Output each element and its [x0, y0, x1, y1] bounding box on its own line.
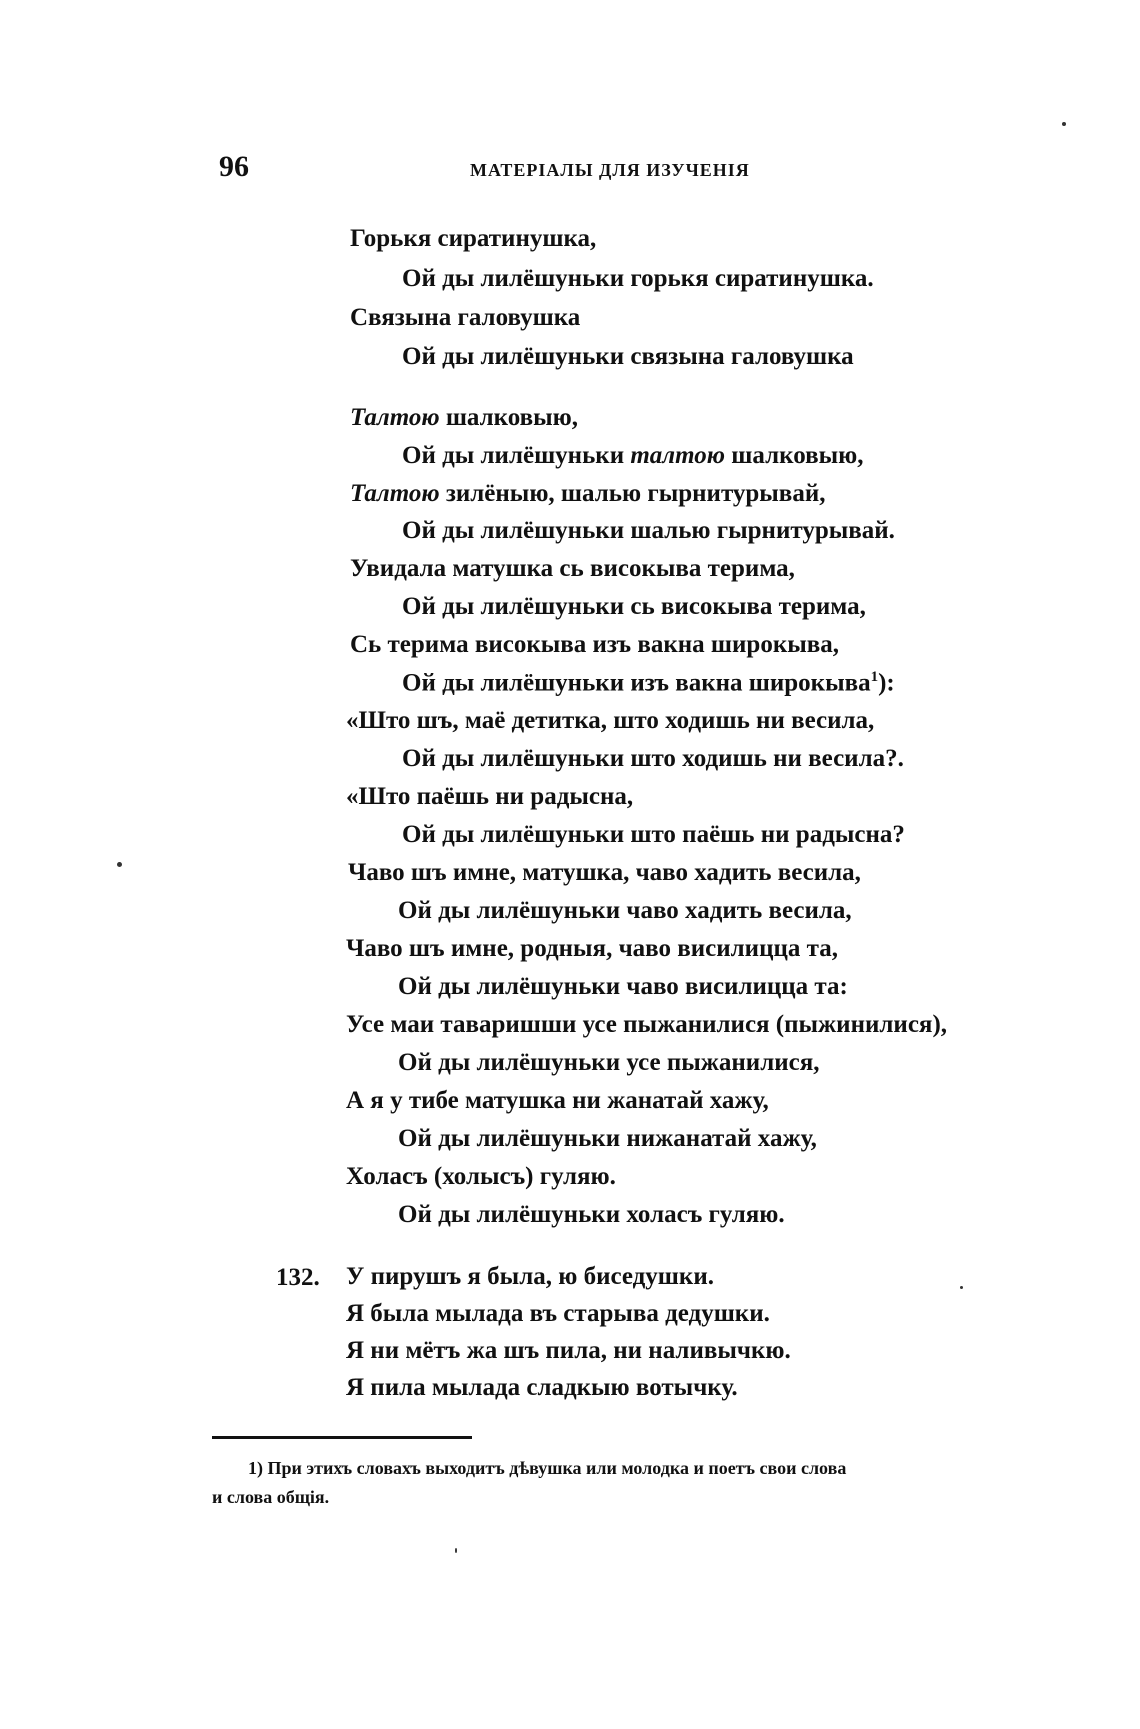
refrain-line	[402, 443, 863, 468]
verse-line	[350, 405, 578, 430]
italic-word: талтою	[630, 442, 726, 469]
refrain-line: Ой ды лилёшуньки чаво висилицца та:	[398, 973, 848, 1000]
verse-line: Я пила мылада сладкыю вотычку.	[346, 1374, 738, 1401]
verse-text: зилёныю, шалью гырнитурывай,	[439, 480, 826, 507]
song-number: 132.	[276, 1264, 320, 1291]
verse-line: Усе маи таваришши усе пыжанилися (пыжинилися),	[346, 1011, 948, 1038]
footnote-rule	[212, 1436, 472, 1439]
refrain-line: Ой ды лилёшуньки связына галовушка	[402, 343, 854, 370]
scan-speck	[960, 1286, 963, 1289]
refrain-text: Ой ды лилёшуньки	[402, 442, 631, 469]
scan-speck	[117, 862, 122, 867]
verse-line: Я ни мётъ жа шъ пила, ни наливычкю.	[346, 1337, 791, 1364]
refrain-line: Ой ды лилёшуньки нижанатай хажу,	[398, 1125, 817, 1152]
italic-word: Талтою	[350, 404, 440, 431]
verse-line: Сь терима високыва изъ вакна широкыва,	[350, 631, 839, 658]
running-title: МАТЕРІАЛЫ ДЛЯ ИЗУЧЕНІЯ	[470, 160, 750, 180]
verse-line: Чаво шъ имне, родныя, чаво висилицца та,	[346, 935, 838, 962]
verse-text: шалковыю,	[439, 404, 579, 431]
italic-word: Талтою	[350, 480, 440, 507]
verse-line: Холасъ (холысъ) гуляю.	[346, 1163, 616, 1190]
verse-line: У пирушъ я была, ю биседушки.	[346, 1263, 714, 1290]
refrain-line: Ой ды лилёшуньки горькя сиратинушка.	[402, 265, 874, 292]
verse-line: Увидала матушка сь високыва терима,	[350, 555, 795, 582]
refrain-text: Ой ды лилёшуньки изъ вакна широкыва	[402, 669, 871, 697]
footnote-line: 1) При этихъ словахъ выходитъ дѣвушка или молодка и поетъ свои слова	[248, 1458, 847, 1478]
refrain-text: шалковыю,	[725, 442, 864, 469]
refrain-line	[402, 670, 895, 695]
verse-line: А я у тибе матушка ни жанатай хажу,	[346, 1087, 769, 1114]
scan-speck	[455, 1548, 457, 1553]
refrain-line: Ой ды лилёшуньки што ходишь ни весила?.	[402, 745, 904, 772]
refrain-line: Ой ды лилёшуньки шалью гырнитурывай.	[402, 517, 895, 544]
verse-line: «Што шъ, маё детитка, што ходишь ни весила,	[346, 707, 875, 734]
refrain-line: Ой ды лилёшуньки чаво хадить весила,	[398, 897, 852, 924]
footnote-marker: 1	[870, 669, 879, 685]
footnote-line: и слова общія.	[212, 1487, 330, 1507]
page-number: 96	[219, 150, 249, 183]
verse-line: Я была мылада въ старыва дедушки.	[346, 1300, 770, 1327]
refrain-line: Ой ды лилёшуньки холасъ гуляю.	[398, 1201, 785, 1228]
refrain-text: ):	[878, 669, 895, 697]
refrain-line: Ой ды лилёшуньки сь високыва терима,	[402, 593, 866, 620]
scan-speck	[1062, 122, 1066, 126]
refrain-line: Ой ды лилёшуньки што паёшь ни радысна?	[402, 821, 905, 848]
verse-line: «Што паёшь ни радысна,	[346, 783, 634, 810]
verse-line: Связына галовушка	[350, 304, 581, 331]
verse-line: Чаво шъ имне, матушка, чаво хадить весила,	[348, 859, 861, 886]
verse-line: Горькя сиратинушка,	[350, 225, 597, 252]
verse-line	[350, 481, 825, 506]
refrain-line: Ой ды лилёшуньки усе пыжанилися,	[398, 1049, 820, 1076]
